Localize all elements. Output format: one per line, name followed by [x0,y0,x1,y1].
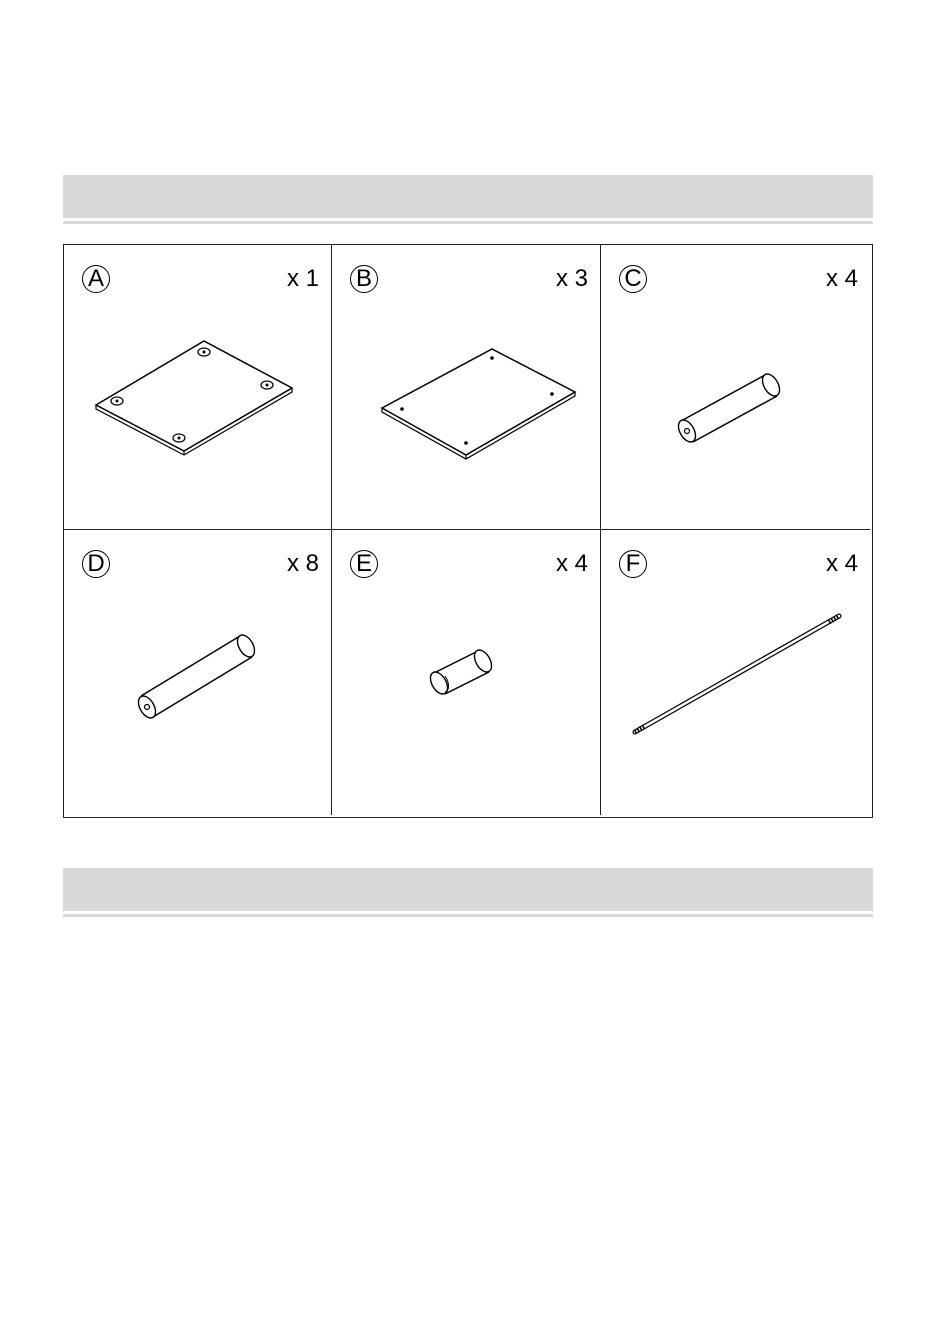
part-cell-c [601,245,870,530]
part-letter-d: D [82,550,110,578]
header-band-bottom [63,868,873,911]
part-cell-b [332,245,601,530]
part-qty-a: x 1 [286,265,319,292]
part-qty-b: x 3 [555,265,588,292]
part-qty-e: x 4 [555,550,588,577]
parts-grid [63,244,873,818]
long-cylinder-post-icon [64,530,332,815]
header-band-top-rule [63,221,873,224]
part-letter-c: C [619,265,647,293]
base-plate-with-feet-icon [64,245,332,530]
part-letter-a: A [82,265,110,293]
part-qty-d: x 8 [286,550,319,577]
part-cell-f [601,530,870,815]
medium-cylinder-post-icon [601,245,869,530]
part-cell-e [332,530,601,815]
threaded-rod-icon [601,530,869,815]
part-qty-c: x 4 [825,265,858,292]
part-letter-f: F [619,550,647,578]
part-letter-b: B [350,265,378,293]
shelf-panel-icon [332,245,600,530]
header-band-bottom-rule [63,914,873,917]
part-cell-a [64,245,332,530]
short-cylinder-cap-icon [332,530,600,815]
part-cell-d [64,530,332,815]
part-qty-f: x 4 [825,550,858,577]
part-letter-e: E [350,550,378,578]
header-band-top [63,175,873,218]
